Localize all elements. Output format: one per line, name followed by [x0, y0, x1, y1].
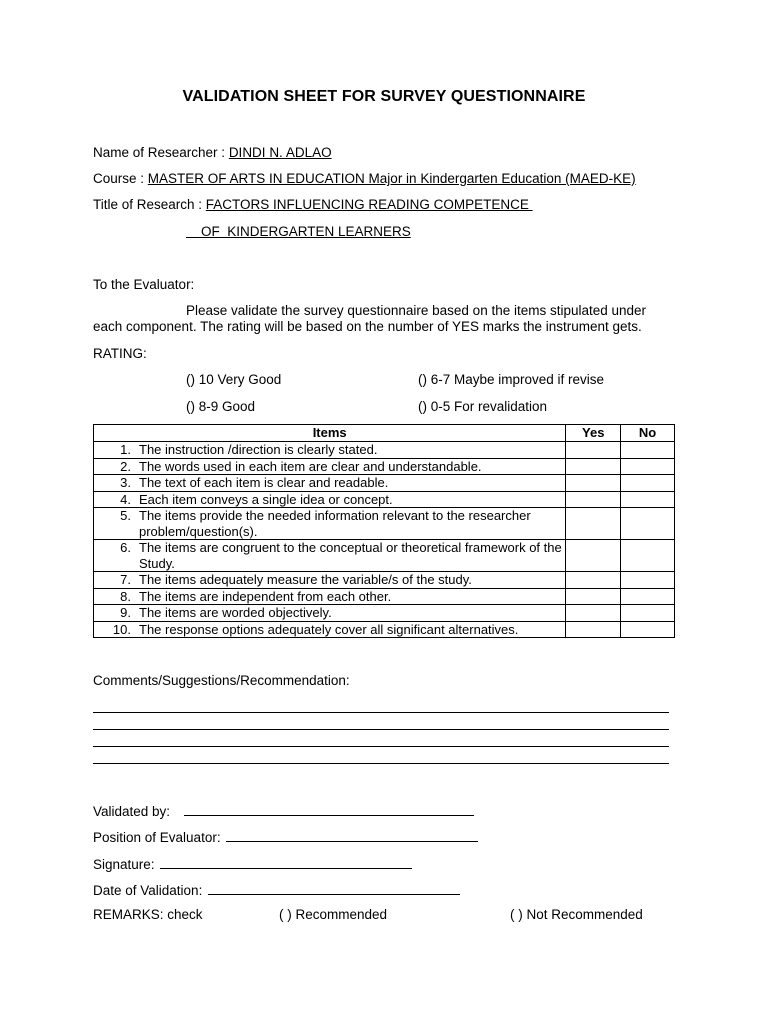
no-cell[interactable] [621, 605, 675, 622]
instruction-paragraph [93, 303, 675, 335]
comments-label: Comments/Suggestions/Recommendation: [93, 673, 350, 688]
page-title: VALIDATION SHEET FOR SURVEY QUESTIONNAIRE [182, 88, 586, 105]
no-cell[interactable] [621, 491, 675, 508]
course-label: Course : [93, 171, 148, 186]
validated-by-label: Validated by: [93, 804, 171, 819]
position-field[interactable] [226, 828, 478, 842]
course-value: MASTER OF ARTS IN EDUCATION Major in Kindergarten Education (MAED-KE) [147, 171, 636, 186]
item-number: 8. [120, 588, 131, 604]
comment-line[interactable] [93, 712, 669, 713]
date-row [93, 881, 460, 899]
item-text: The response options adequately cover all significant alternatives. [139, 621, 519, 637]
table-row [94, 605, 675, 622]
item-cell [94, 572, 566, 589]
yes-cell[interactable] [566, 540, 621, 572]
yes-cell[interactable] [566, 605, 621, 622]
no-cell[interactable] [621, 458, 675, 475]
item-number: 10. [112, 621, 131, 637]
item-text: The text of each item is clear and readable. [139, 475, 389, 490]
item-text: The items adequately measure the variable/s of the study. [139, 572, 472, 587]
instruction-text: Please validate the survey questionnaire based on the items stipulated under each component. The rating will be based on the number of YES marks the instrument gets. [93, 303, 647, 334]
comment-line[interactable] [93, 746, 669, 747]
item-number: 5. [120, 508, 131, 523]
signature-label: Signature: [93, 857, 155, 872]
course-row [93, 171, 636, 187]
date-label: Date of Validation: [93, 883, 203, 898]
no-cell[interactable] [621, 588, 675, 605]
item-number: 7. [120, 572, 131, 587]
table-row [94, 572, 675, 589]
yes-cell[interactable] [566, 621, 621, 638]
not-recommended-option[interactable]: ( ) Not Recommended [510, 907, 643, 922]
research-title-row [93, 197, 533, 213]
validated-by-field[interactable] [184, 802, 474, 816]
position-row [93, 828, 478, 846]
item-cell [94, 621, 566, 638]
item-number: 3. [120, 475, 131, 490]
item-cell [94, 588, 566, 605]
yes-cell[interactable] [566, 458, 621, 475]
remarks-label: REMARKS: check [93, 907, 203, 922]
item-text: The instruction /direction is clearly stated. [139, 442, 378, 457]
no-cell[interactable] [621, 572, 675, 589]
recommended-option[interactable]: ( ) Recommended [279, 907, 388, 922]
table-row [94, 442, 675, 459]
yes-cell[interactable] [566, 588, 621, 605]
yes-header: Yes [566, 425, 621, 442]
comment-line[interactable] [93, 729, 669, 730]
comment-line[interactable] [93, 763, 669, 764]
no-cell[interactable] [621, 442, 675, 459]
signature-field[interactable] [160, 855, 412, 869]
no-cell[interactable] [621, 540, 675, 572]
item-cell [94, 540, 566, 572]
rating-option: () 6-7 Maybe improved if revise [418, 372, 605, 387]
rating-label: RATING: [93, 346, 147, 361]
table-row [94, 458, 675, 475]
table-row [94, 508, 675, 540]
research-title-value-1: FACTORS INFLUENCING READING COMPETENCE [205, 197, 533, 212]
rating-option: () 10 Very Good [186, 372, 282, 387]
item-number: 2. [120, 458, 131, 474]
table-header-row [94, 425, 675, 442]
item-text: Each item conveys a single idea or concept. [139, 491, 393, 507]
researcher-value: DINDI N. ADLAO [228, 145, 332, 160]
yes-cell[interactable] [566, 572, 621, 589]
table-row [94, 621, 675, 638]
no-header: No [621, 425, 675, 442]
yes-cell[interactable] [566, 491, 621, 508]
researcher-label: Name of Researcher : [93, 145, 229, 160]
item-cell [94, 442, 566, 459]
yes-cell[interactable] [566, 442, 621, 459]
research-title-row-2 [186, 224, 411, 240]
item-number: 1. [120, 442, 131, 457]
position-label: Position of Evaluator: [93, 830, 221, 845]
signature-row [93, 855, 412, 873]
evaluator-greeting: To the Evaluator: [93, 277, 195, 292]
validation-items-table [93, 424, 675, 638]
table-row [94, 588, 675, 605]
item-text: The items are congruent to the conceptual or theoretical framework of the Study. [139, 540, 562, 571]
item-number: 6. [120, 540, 131, 555]
item-number: 9. [120, 605, 131, 620]
research-title-value-2: OF KINDERGARTEN LEARNERS [186, 224, 411, 239]
table-row [94, 475, 675, 492]
researcher-row [93, 145, 332, 161]
item-cell [94, 605, 566, 622]
item-cell [94, 458, 566, 475]
table-row [94, 491, 675, 508]
items-header: Items [94, 425, 566, 442]
item-text: The items are independent from each other. [139, 588, 392, 604]
item-cell [94, 491, 566, 508]
rating-option: () 0-5 For revalidation [418, 399, 548, 414]
yes-cell[interactable] [566, 508, 621, 540]
item-text: The words used in each item are clear and understandable. [139, 458, 482, 474]
research-title-label: Title of Research : [93, 197, 206, 212]
no-cell[interactable] [621, 475, 675, 492]
no-cell[interactable] [621, 508, 675, 540]
item-cell [94, 475, 566, 492]
no-cell[interactable] [621, 621, 675, 638]
validated-by-row [93, 802, 474, 820]
date-field[interactable] [208, 881, 460, 895]
yes-cell[interactable] [566, 475, 621, 492]
item-text: The items provide the needed information relevant to the researcher problem/question(s). [139, 508, 531, 539]
item-number: 4. [120, 491, 131, 507]
item-cell [94, 508, 566, 540]
rating-option: () 8-9 Good [186, 399, 256, 414]
table-row [94, 540, 675, 572]
item-text: The items are worded objectively. [139, 605, 332, 620]
